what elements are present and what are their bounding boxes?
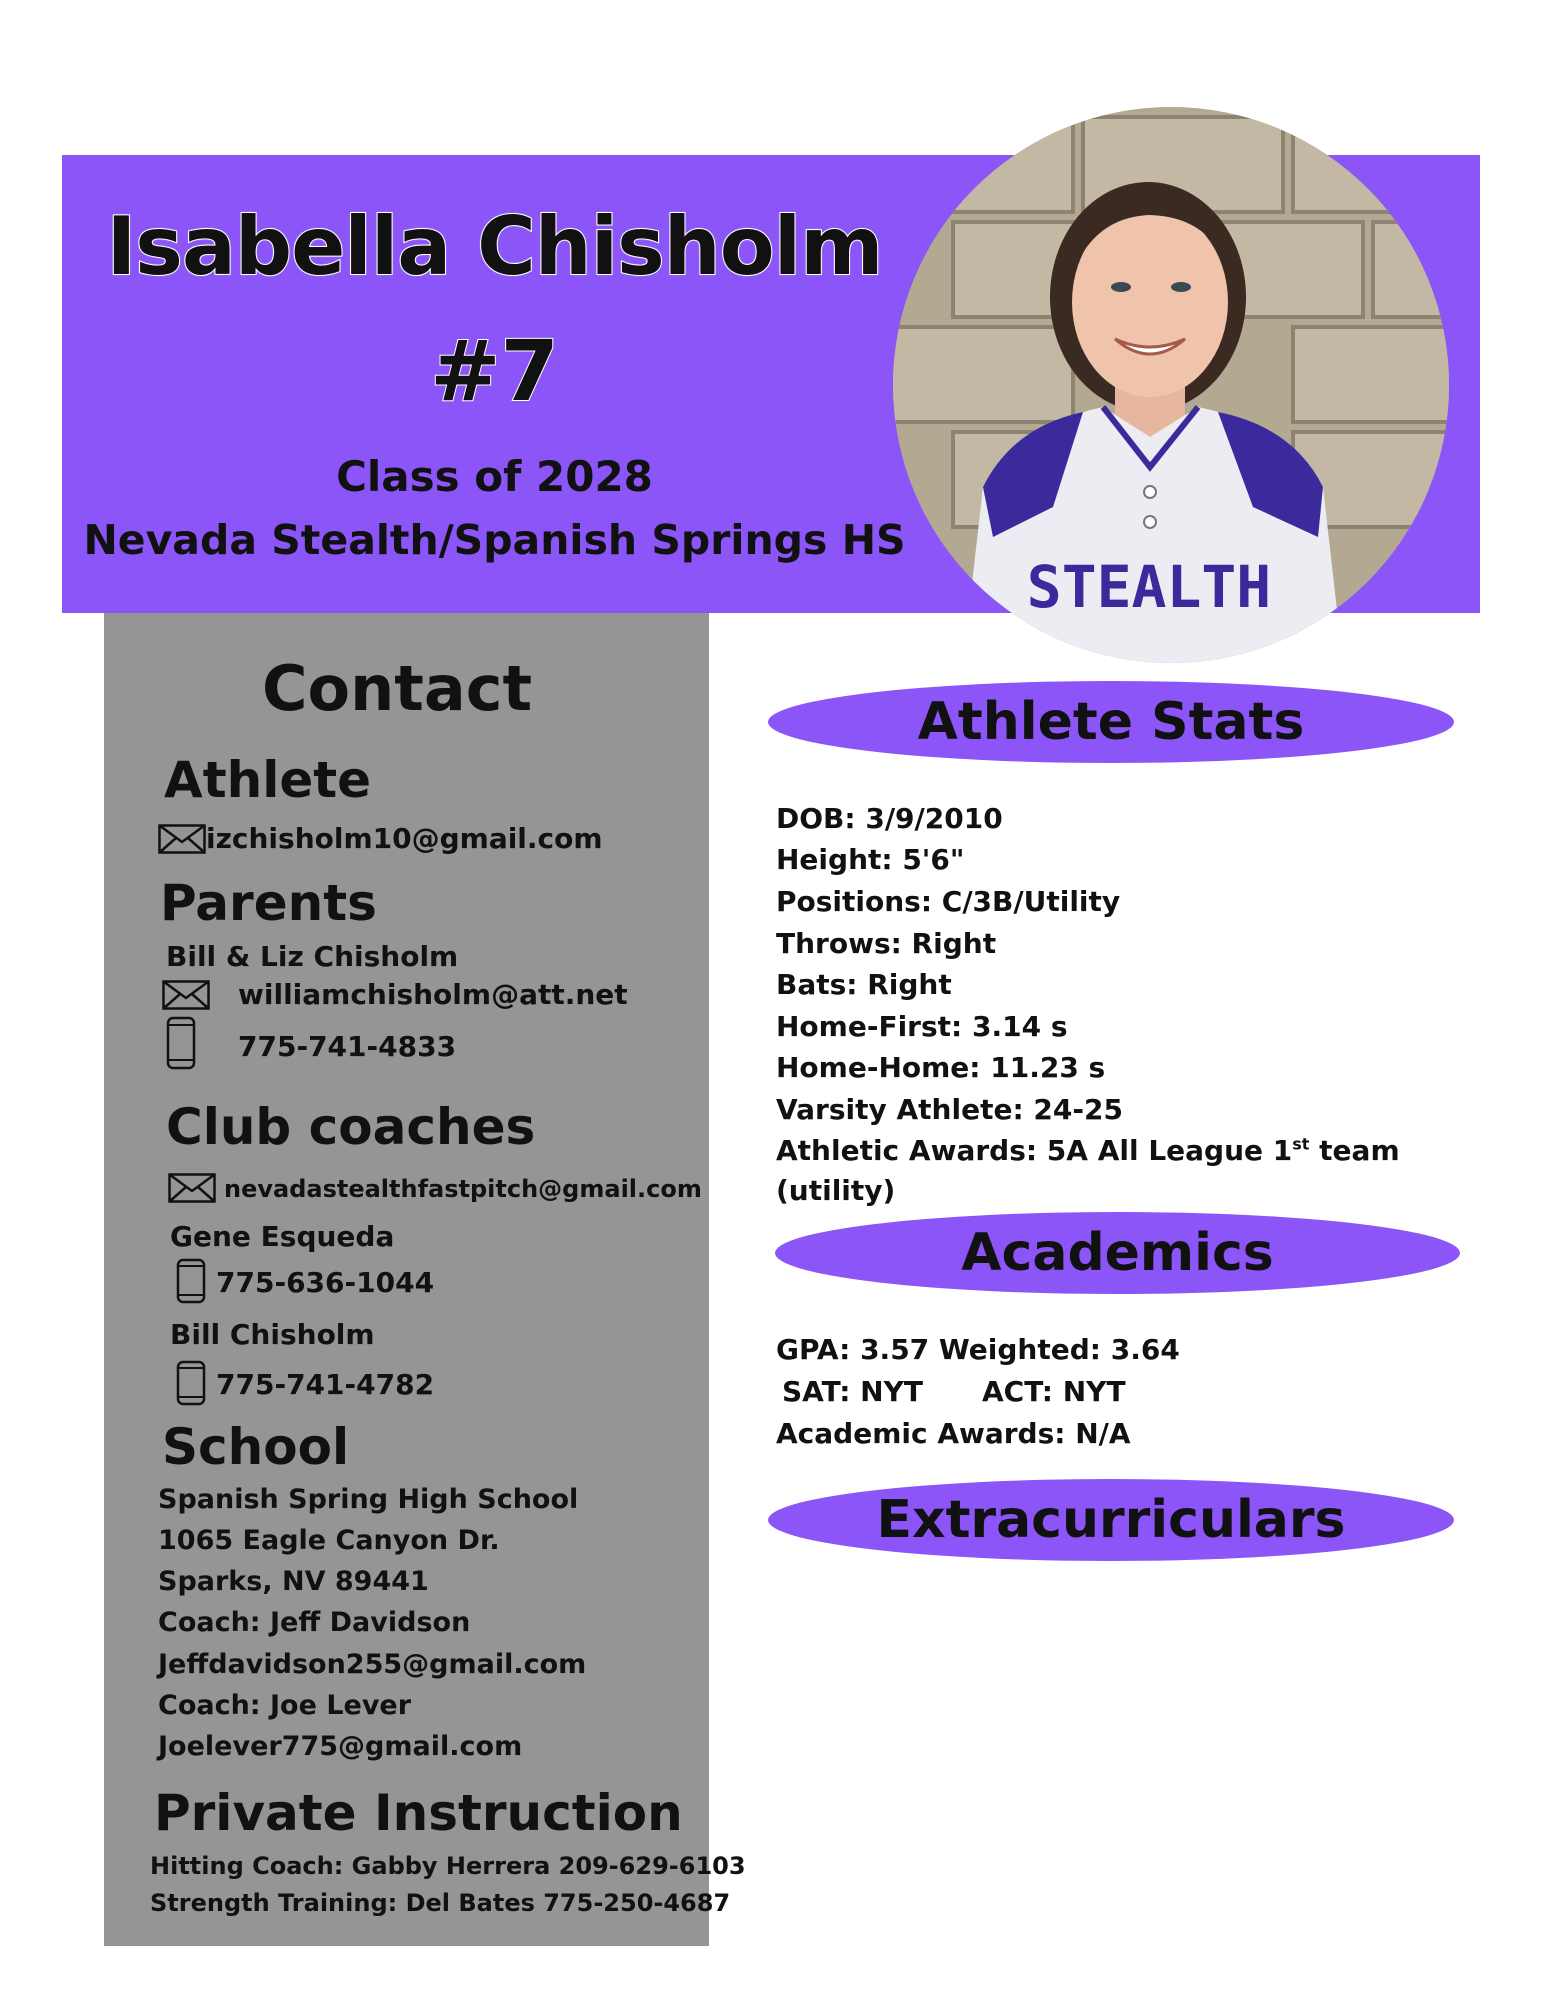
athlete-stats-heading: Athlete Stats — [917, 692, 1305, 752]
academics-gpa: GPA: 3.57 Weighted: 3.64 — [776, 1333, 1180, 1366]
academics-sat: SAT: NYT — [782, 1375, 923, 1408]
mail-icon — [168, 1173, 216, 1203]
stat-dob: DOB: 3/9/2010 — [776, 802, 1003, 835]
academics-heading: Academics — [961, 1223, 1274, 1283]
academics-pill — [775, 1212, 1460, 1294]
mail-icon — [158, 824, 206, 854]
athlete-stats-pill — [768, 681, 1454, 763]
school-line: Sparks, NV 89441 — [158, 1566, 429, 1597]
school-heading: School — [162, 1418, 350, 1476]
private-instruction-heading: Private Instruction — [154, 1784, 683, 1842]
phone-icon — [176, 1360, 206, 1406]
hitting-coach: Hitting Coach: Gabby Herrera 209-629-6103 — [150, 1852, 746, 1880]
parents-phone[interactable]: 775-741-4833 — [238, 1030, 457, 1063]
coach-name: Bill Chisholm — [170, 1318, 375, 1351]
academics-awards: Academic Awards: N/A — [776, 1417, 1131, 1450]
school-line: 1065 Eagle Canyon Dr. — [158, 1525, 500, 1556]
school-line: Coach: Joe Lever — [158, 1690, 412, 1721]
coach-name: Gene Esqueda — [170, 1220, 395, 1253]
strength-coach: Strength Training: Del Bates 775-250-4687 — [150, 1889, 731, 1917]
mail-icon — [162, 980, 210, 1010]
stat-varsity: Varsity Athlete: 24-25 — [776, 1093, 1123, 1126]
club-email[interactable]: nevadastealthfastpitch@gmail.com — [224, 1175, 702, 1203]
extracurriculars-pill — [768, 1479, 1454, 1561]
academics-act: ACT: NYT — [982, 1375, 1126, 1408]
school-line: Spanish Spring High School — [158, 1484, 579, 1515]
class-year: Class of 2028 — [336, 452, 653, 501]
stat-home-home: Home-Home: 11.23 s — [776, 1051, 1106, 1084]
stat-bats: Bats: Right — [776, 968, 952, 1001]
athlete-name: Isabella Chisholm — [106, 200, 883, 293]
school-line: Coach: Jeff Davidson — [158, 1607, 471, 1638]
stat-throws: Throws: Right — [776, 927, 997, 960]
stat-height: Height: 5'6" — [776, 843, 965, 876]
jersey-lettering: STEALTH — [1026, 553, 1272, 621]
parents-heading: Parents — [160, 874, 377, 932]
coach-phone[interactable]: 775-636-1044 — [216, 1266, 435, 1299]
parents-names: Bill & Liz Chisholm — [166, 940, 459, 973]
athlete-heading: Athlete — [164, 751, 372, 809]
jersey-number: #7 — [430, 322, 559, 420]
club-coaches-heading: Club coaches — [166, 1098, 536, 1156]
phone-icon — [176, 1258, 206, 1304]
team-school: Nevada Stealth/Spanish Springs HS — [83, 516, 906, 564]
school-line[interactable]: Joelever775@gmail.com — [158, 1731, 523, 1762]
stat-athletic-awards: Athletic Awards: 5A All League 1st team — [776, 1134, 1400, 1167]
extracurriculars-heading: Extracurriculars — [876, 1490, 1346, 1550]
stat-awards-detail: (utility) — [776, 1174, 896, 1207]
contact-title: Contact — [262, 652, 533, 725]
phone-icon — [166, 1016, 196, 1070]
parents-email[interactable]: williamchisholm@att.net — [238, 978, 628, 1011]
athlete-photo — [893, 107, 1449, 663]
athlete-email[interactable]: izchisholm10@gmail.com — [206, 822, 603, 855]
school-line[interactable]: Jeffdavidson255@gmail.com — [158, 1649, 587, 1680]
coach-phone[interactable]: 775-741-4782 — [216, 1368, 435, 1401]
stat-home-first: Home-First: 3.14 s — [776, 1010, 1068, 1043]
stat-positions: Positions: C/3B/Utility — [776, 885, 1121, 918]
